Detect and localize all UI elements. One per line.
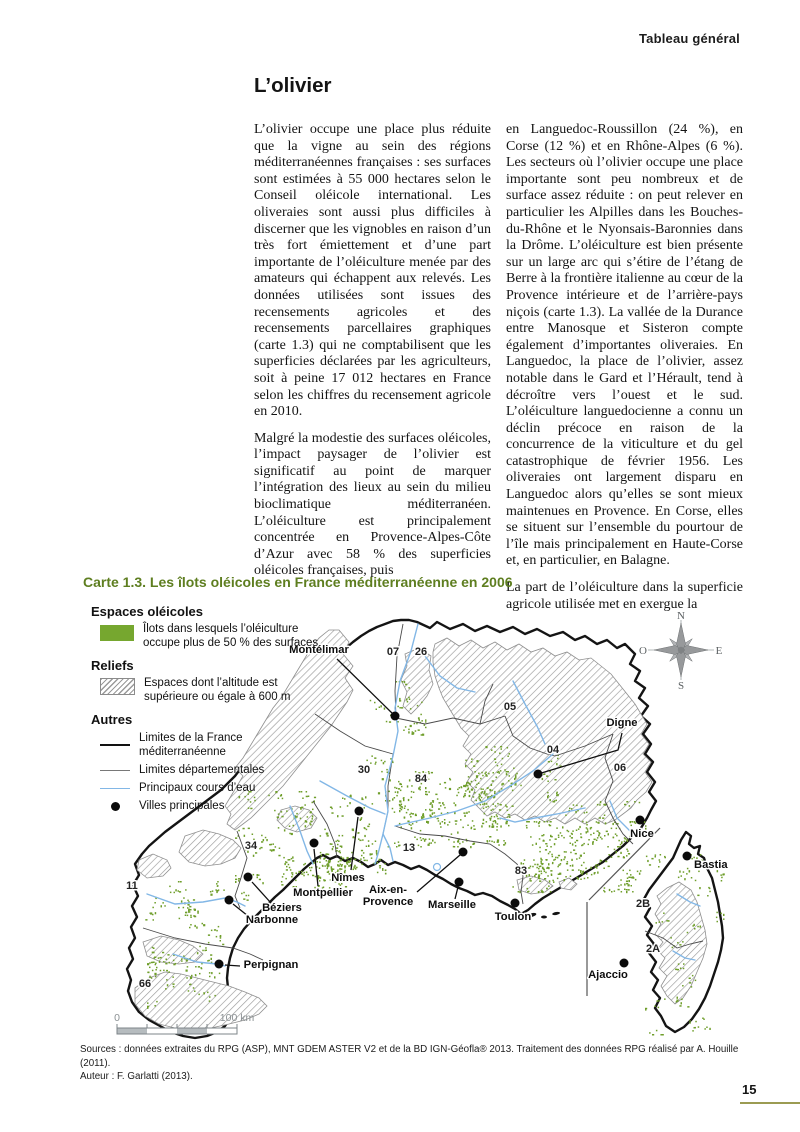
legend-section [91, 712, 323, 813]
legend-line-blue-icon [100, 788, 130, 789]
department-number: 30 [357, 764, 371, 776]
text-column-1 [254, 122, 491, 623]
body-paragraph: La part de l’oléiculture dans la superficie agricole utilisée met en exergue la [506, 580, 743, 612]
city-label: Aix-en-Provence [362, 884, 414, 908]
city-label: Toulon [494, 911, 532, 923]
city-label: Nice [630, 828, 654, 840]
compass-letter: N [677, 610, 685, 622]
legend-section-title: Espaces oléicoles [91, 604, 204, 619]
city-dot [455, 878, 464, 887]
scale-start-label: 0 [114, 1012, 120, 1024]
island [552, 911, 560, 915]
legend-line-thin-icon [100, 770, 130, 771]
legend-item [100, 781, 323, 795]
city-dot [459, 848, 468, 857]
department-number: 13 [402, 842, 416, 854]
department-number: 07 [386, 646, 400, 658]
city-dot [620, 959, 629, 968]
department-number: 11 [126, 880, 138, 892]
sources-line: Auteur : F. Garlatti (2013). [80, 1071, 193, 1083]
legend-item-label: Limites départementales [139, 764, 265, 777]
city-dot [215, 960, 224, 969]
department-number: 84 [414, 773, 428, 785]
figure-sources [80, 1043, 746, 1084]
city-label: Marseille [428, 899, 476, 911]
legend-section-title: Autres [91, 712, 133, 728]
city-label: Bastia [694, 859, 728, 871]
legend-swatch-hatch-icon [100, 678, 135, 695]
city-label: Béziers [262, 902, 302, 914]
sources-line: Sources : données extraites du RPG (ASP), MNT GDEM ASTER V2 et de la BD IGN-Géofla® 2013. Traitement des données RPG réalisé par A. Houille (2011). [80, 1044, 739, 1069]
city-dot [511, 899, 520, 908]
legend-item-label: Principaux cours d’eau [139, 782, 256, 795]
legend-item [100, 676, 323, 704]
city-dot [534, 770, 543, 779]
map-caption: Carte 1.3. Les îlots oléicoles en France méditerranéenne en 2006 [83, 574, 513, 590]
legend-section [91, 604, 323, 650]
city-dot [636, 816, 645, 825]
department-number: 34 [244, 840, 258, 852]
city-label: Montélimar [289, 644, 349, 656]
city-dot [355, 807, 364, 816]
city-label: Ajaccio [588, 969, 628, 981]
body-paragraph: Malgré la modestie des surfaces oléicoles, l’impact paysager de l’olivier est significatif au point de marquer l’intégration des lieux au sein du milieu bioclimatique méditerranéen. L’oléiculture est principalement concentrée en Provence-Alpes-Côte d’Azur avec 58 % des superficies oléicoles françaises, puis [254, 430, 491, 579]
department-number: 2A [645, 943, 661, 955]
city-dot [683, 852, 692, 861]
compass-letter: S [677, 680, 685, 692]
city-dot [391, 712, 400, 721]
legend-item-label: Limites de la France méditerranéenne [139, 732, 243, 759]
department-number: 83 [514, 865, 528, 877]
legend-section-title: Reliefs [91, 658, 134, 674]
text-column-2 [506, 122, 743, 623]
article [254, 74, 743, 623]
city-leader-line [455, 887, 458, 899]
department-number: 66 [138, 978, 152, 990]
city-label: Montpellier [293, 887, 353, 899]
city-label: Nîmes [331, 872, 365, 884]
legend-section [91, 658, 323, 704]
department-number: 26 [414, 646, 428, 658]
legend-item [100, 622, 323, 650]
running-header: Tableau général [638, 31, 740, 46]
department-number: 06 [613, 762, 627, 774]
page-rule-divider [740, 1102, 800, 1104]
article-title: L’olivier [254, 74, 332, 97]
legend-dot-icon [100, 802, 130, 811]
city-dot [310, 839, 319, 848]
city-label: Narbonne [245, 914, 299, 926]
map-legend [91, 604, 323, 821]
legend-item-label: Espaces dont l’altitude est supérieure ou égale à 600 m [144, 677, 291, 704]
legend-item-label: Îlots dans lesquels l’oléiculture occupe plus de 50 % des surfaces [143, 623, 319, 650]
etang-de-berre [434, 864, 441, 871]
page-number: 15 [742, 1082, 757, 1097]
department-number: 05 [503, 701, 517, 713]
city-label: Digne [606, 717, 638, 729]
legend-item [100, 731, 323, 759]
body-paragraph: en Languedoc-Roussillon (24 %), en Corse (12 %) et en Rhône-Alpes (6 %). Les secteurs où l’olivier occupe une place importante sont peu nombreux et de surface assez réduite : on peut relever en particulier les Alpilles dans les Bouches-du-Rhône et le Nyonsais-Baronnies dans la Drôme. L’oléiculture est bien présente sur un large arc qui s’étire de l’étang de Berre à la frontière italienne au cœur de la Provence intérieure et de l’arrière-pays niçois (carte 1.3). La vallée de la Durance entre Manosque et Sisteron compte également d’importantes oliveraies. En Languedoc, la place de l’olivier, assez notable dans le Gard et l’Hérault, tend à décroître vers l’ouest et le sud. L’oléiculture languedocienne a connu un déclin précoce en raison de la concurrence de la viticulture et du gel catastrophique de février 1956. Les oliveraies ont largement disparu en Languedoc alors qu’elles se sont mieux maintenues en Provence. En Corse, elles se situent sur l’ensemble du pourtour de l’île mais principalement en Haute-Corse et, en particulier, en Balagne. [506, 122, 743, 569]
department-number: 2B [635, 898, 651, 910]
legend-item-label: Villes principales [139, 800, 225, 813]
compass-letter: O [639, 645, 647, 657]
legend-item [100, 763, 323, 777]
city-dot [225, 896, 234, 905]
compass-letter: E [715, 645, 723, 657]
compass-rose-icon [639, 610, 723, 692]
legend-line-thick-icon [100, 744, 130, 746]
body-paragraph: L’olivier occupe une place plus réduite que la vigne au sein des régions méditerranéennes françaises : ses surfaces sont estimées à 55 000 hectares selon le Conseil oléicole international. Les oliveraies sont aussi plus difficiles à discerner que les vignobles en raison d’un très fort émiettement et d’une part importante de l’oléiculture menée par des amateurs qui échappent aux relevés. Les données utilisées sont issues des recensements agricoles et des recensements parcellaires graphiques (carte 1.3) qui ne comptabilisent que les superficies déclarées par les agriculteurs, soit à peine 17 012 hectares en France selon les chiffres du recensement agricole en 2010. [254, 122, 491, 420]
city-dot [244, 873, 253, 882]
scale-end-label: 100 km [219, 1012, 255, 1024]
map-figure [85, 596, 745, 1044]
legend-swatch-green-icon [100, 625, 134, 641]
legend-item [100, 799, 323, 813]
department-number: 04 [546, 744, 560, 756]
island [541, 916, 547, 919]
city-label: Perpignan [243, 959, 299, 971]
